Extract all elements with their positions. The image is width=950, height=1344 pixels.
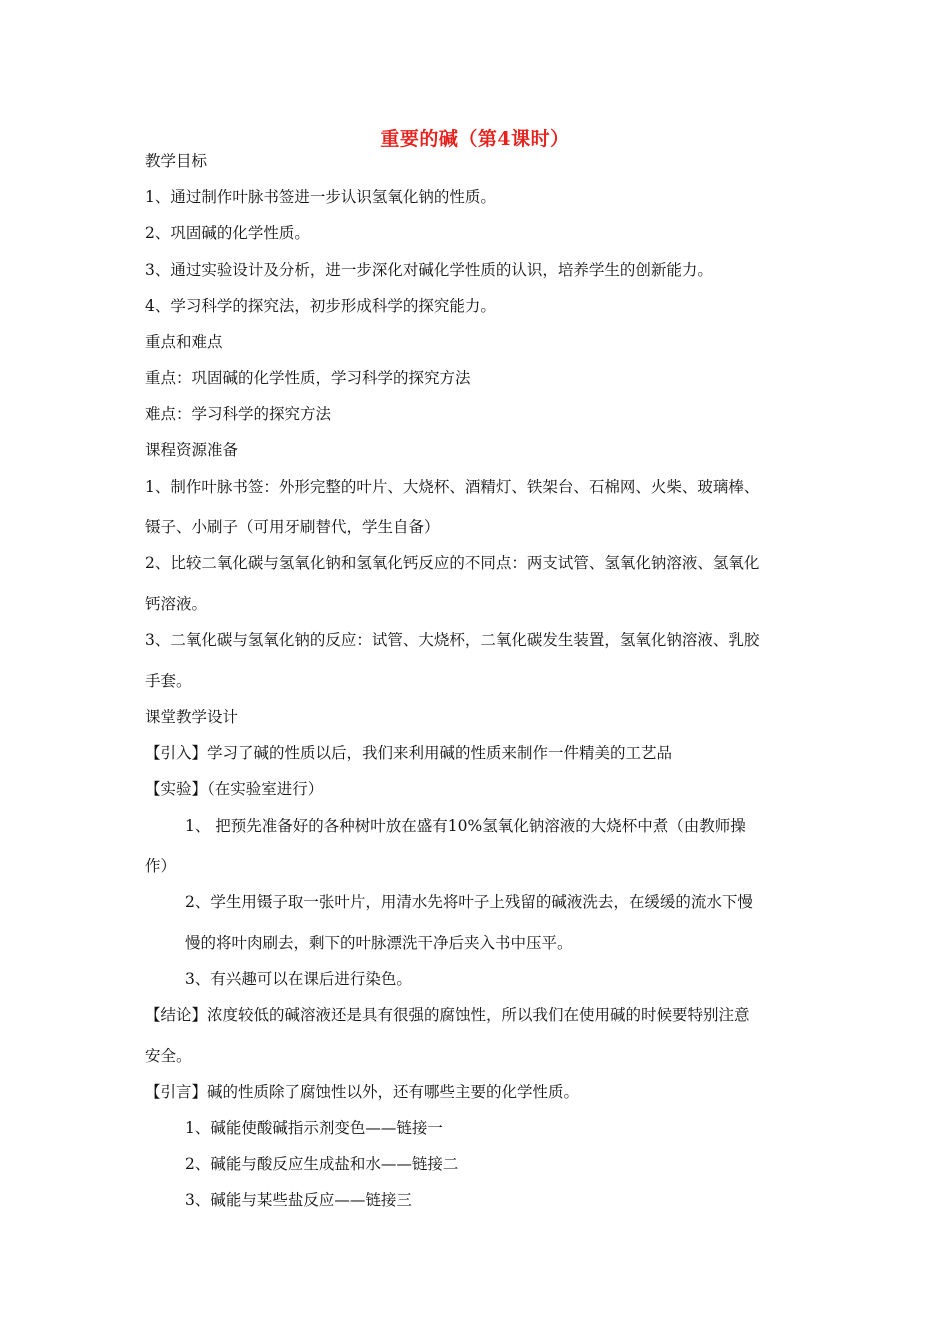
heading-resources: 课程资源准备	[145, 441, 239, 459]
resource-item-2: 2、比较二氧化碳与氢氧化钠和氢氧化钙反应的不同点：两支试管、氢氧化钠溶液、氢氧化	[145, 554, 760, 572]
resource-item-1: 1、制作叶脉书签：外形完整的叶片、大烧杯、酒精灯、铁架台、石棉网、火柴、玻璃棒、	[145, 478, 760, 496]
heading-objectives: 教学目标	[145, 152, 208, 170]
experiment-step-2-cont: 慢的将叶肉刷去，剩下的叶脉漂洗干净后夹入书中压平。	[185, 934, 573, 952]
intro-paragraph: 【引入】学习了碱的性质以后，我们来利用碱的性质来制作一件精美的工艺品	[145, 744, 673, 762]
heading-key-points: 重点和难点	[145, 333, 223, 351]
document-title: 重要的碱（第4课时）	[380, 128, 570, 150]
objective-item-1: 1、通过制作叶脉书签进一步认识氢氧化钠的性质。	[145, 188, 496, 206]
difficult-point-text: 难点：学习科学的探究方法	[145, 405, 332, 423]
resource-item-3-cont: 手套。	[145, 672, 192, 690]
property-item-3: 3、碱能与某些盐反应——链接三	[185, 1191, 412, 1209]
property-item-1: 1、碱能使酸碱指示剂变色——链接一	[185, 1119, 443, 1137]
lead-in-paragraph: 【引言】碱的性质除了腐蚀性以外，还有哪些主要的化学性质。	[145, 1083, 580, 1101]
experiment-heading: 【实验】（在实验室进行）	[145, 780, 324, 798]
experiment-step-3: 3、有兴趣可以在课后进行染色。	[185, 970, 412, 988]
objective-item-3: 3、通过实验设计及分析，进一步深化对碱化学性质的认识，培养学生的创新能力。	[145, 261, 713, 279]
heading-design: 课堂教学设计	[145, 708, 239, 726]
property-item-2: 2、碱能与酸反应生成盐和水——链接二	[185, 1155, 459, 1173]
conclusion-paragraph-cont: 安全。	[145, 1047, 192, 1065]
experiment-step-2: 2、学生用镊子取一张叶片，用清水先将叶子上残留的碱液洗去，在缓缓的流水下慢	[185, 893, 753, 911]
objective-item-4: 4、学习科学的探究法，初步形成科学的探究能力。	[145, 297, 496, 315]
resource-item-1-cont: 镊子、小刷子（可用牙刷替代，学生自备）	[145, 518, 440, 536]
resource-item-3: 3、二氧化碳与氢氧化钠的反应：试管、大烧杯，二氧化碳发生装置，氢氧化钠溶液、乳胶	[145, 631, 760, 649]
experiment-step-1: 1、 把预先准备好的各种树叶放在盛有10%氢氧化钠溶液的大烧杯中煮（由教师操	[185, 817, 746, 835]
objective-item-2: 2、巩固碱的化学性质。	[145, 224, 310, 242]
conclusion-paragraph: 【结论】浓度较低的碱溶液还是具有很强的腐蚀性，所以我们在使用碱的时候要特别注意	[145, 1006, 750, 1024]
experiment-step-1-cont: 作）	[145, 857, 177, 875]
resource-item-2-cont: 钙溶液。	[145, 595, 208, 613]
key-point-text: 重点：巩固碱的化学性质，学习科学的探究方法	[145, 369, 471, 387]
